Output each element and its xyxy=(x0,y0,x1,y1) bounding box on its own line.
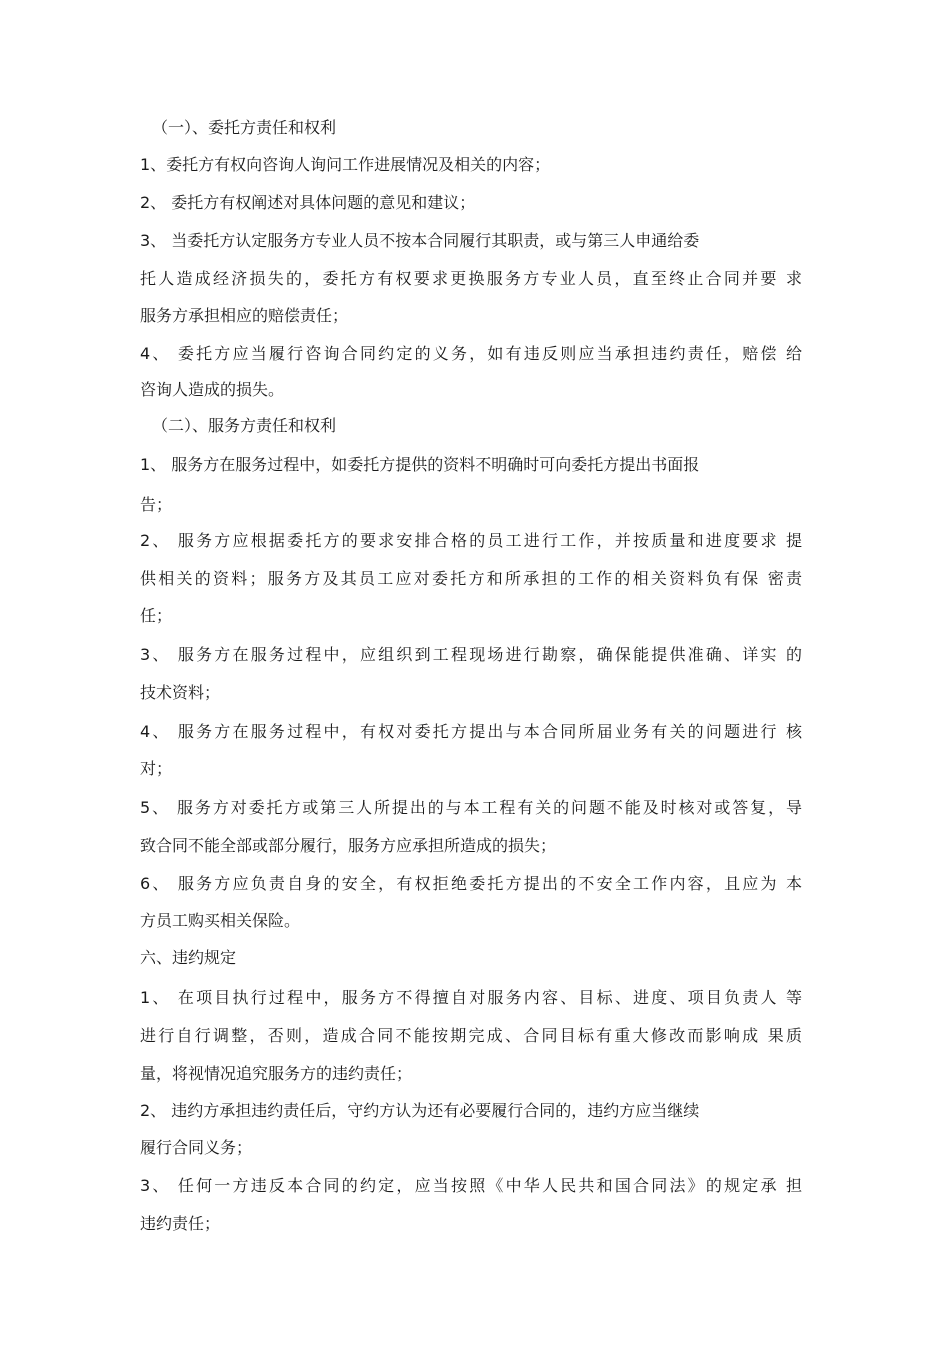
paragraph-line: 咨询人造成的损失。 xyxy=(140,380,285,399)
paragraph-line: 1、 在项目执行过程中，服务方不得擅自对服务内容、目标、进度、项目负责人 等 xyxy=(140,988,802,1007)
paragraph-line: 2、 委托方有权阐述对具体问题的意见和建议； xyxy=(140,193,476,212)
section-heading-breach: 六、违约规定 xyxy=(140,948,237,967)
paragraph-line: 技术资料； xyxy=(140,683,221,702)
paragraph-line: 托人造成经济损失的，委托方有权要求更换服务方专业人员，直至终止合同并要 求 xyxy=(140,269,802,288)
paragraph-line: 服务方承担相应的赔偿责任； xyxy=(140,306,349,325)
paragraph-line: 1、委托方有权向咨询人询问工作进展情况及相关的内容； xyxy=(140,155,551,174)
paragraph-line: 任； xyxy=(140,606,173,625)
paragraph-line: 1、 服务方在服务过程中，如委托方提供的资料不明确时可向委托方提出书面报 xyxy=(140,455,700,474)
paragraph-line: 4、 服务方在服务过程中，有权对委托方提出与本合同所届业务有关的问题进行 核 xyxy=(140,722,802,741)
paragraph-line: 4、 委托方应当履行咨询合同约定的义务，如有违反则应当承担违约责任，赔偿 给 xyxy=(140,344,802,363)
paragraph-line: 量，将视情况追究服务方的违约责任； xyxy=(140,1064,413,1083)
paragraph-line: 5、 服务方对委托方或第三人所提出的与本工程有关的问题不能及时核对或答复，导 xyxy=(140,798,802,817)
paragraph-line: 方员工购买相关保险。 xyxy=(140,911,301,930)
paragraph-line: 供相关的资料；服务方及其员工应对委托方和所承担的工作的相关资料负有保 密责 xyxy=(140,569,802,588)
paragraph-line: 告； xyxy=(140,495,173,514)
paragraph-line: 2、 服务方应根据委托方的要求安排合格的员工进行工作，并按质量和进度要求 提 xyxy=(140,531,802,550)
paragraph-line: 3、 服务方在服务过程中，应组织到工程现场进行勘察，确保能提供准确、详实 的 xyxy=(140,645,802,664)
paragraph-line: 6、 服务方应负责自身的安全，有权拒绝委托方提出的不安全工作内容，且应为 本 xyxy=(140,874,802,893)
section-heading-provider: （二）、服务方责任和权利 xyxy=(152,416,337,435)
paragraph-line: 进行自行调整，否则，造成合同不能按期完成、合同目标有重大修改而影响成 果质 xyxy=(140,1026,802,1045)
section-heading-client: （一）、委托方责任和权利 xyxy=(152,118,337,137)
paragraph-line: 3、 任何一方违反本合同的约定，应当按照《中华人民共和国合同法》的规定承 担 xyxy=(140,1176,802,1195)
paragraph-line: 对； xyxy=(140,759,173,778)
paragraph-line: 3、 当委托方认定服务方专业人员不按本合同履行其职责，或与第三人申通给委 xyxy=(140,231,700,250)
paragraph-line: 2、 违约方承担违约责任后，守约方认为还有必要履行合同的，违约方应当继续 xyxy=(140,1101,700,1120)
paragraph-line: 履行合同义务； xyxy=(140,1138,253,1157)
paragraph-line: 违约责任； xyxy=(140,1214,221,1233)
paragraph-line: 致合同不能全部或部分履行，服务方应承担所造成的损失； xyxy=(140,836,557,855)
